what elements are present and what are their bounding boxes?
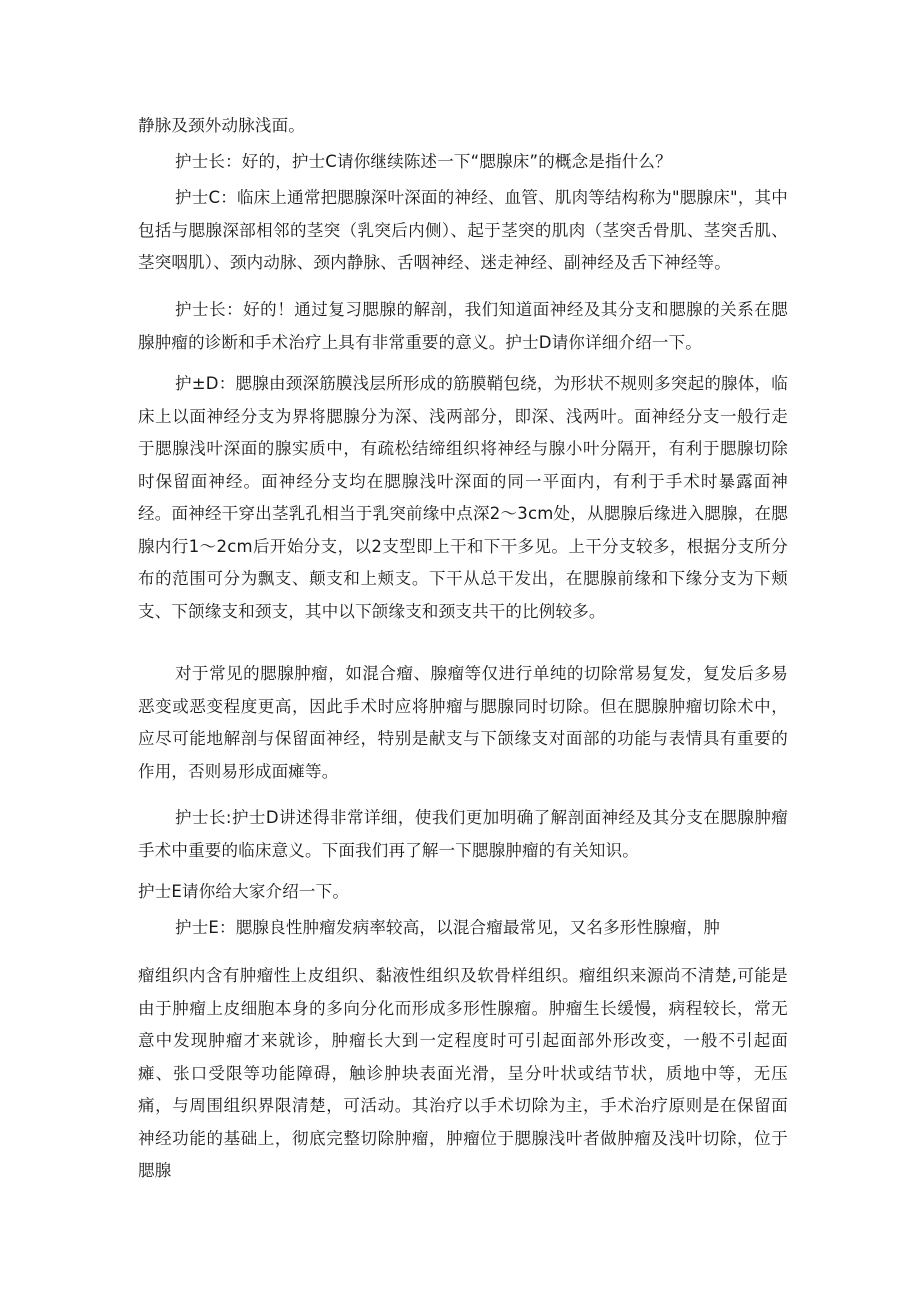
paragraph-8: 护士E请你给大家介绍一下。	[138, 882, 350, 901]
paragraph-1: 静脉及颈外动脉浅面。	[138, 116, 305, 135]
paragraph-6: 对于常见的腮腺肿瘤，如混合瘤、腺瘤等仅进行单纯的切除常易复发，复发后多易恶变或恶变程度更高，因此手术时应将肿瘤与腮腺同时切除。但在腮腺肿瘤切除术中，应尽可能地解剖与保留面神经，特别是献支与下颌缘支对面部的功能与表情具有重要的作用，否则易形成面瘫等。	[138, 664, 788, 781]
paragraph-5: 护±D：腮腺由颈深筋膜浅层所形成的筋膜鞘包绕，为形状不规则多突起的腺体，临床上以面神经分支为界将腮腺分为深、浅两部分，即深、浅两叶。面神经分支一般行走于腮腺浅叶深面的腺实质中，有疏松结缔组织将神经与腺小叶分隔开，有利于腮腺切除时保留面神经。面神经分支均在腮腺浅叶深面的同一平面内，有利于手术时暴露面神经。面神经干穿出茎乳孔相当于乳突前缘中点深2～3cm处，从腮腺后缘进入腮腺，在腮腺内行1～2cm后开始分支，以2支型即上干和下干多见。上干分支较多，根据分支所分布的范围可分为飘支、颠支和上颊支。下干从总干发出，在腮腺前缘和下缘分支为下颊支、下颌缘支和颈支，其中以下颌缘支和颈支共干的比例较多。	[138, 374, 788, 621]
paragraph-9: 护士E：腮腺良性肿瘤发病率较高，以混合瘤最常见，又名多形性腺瘤，肿	[175, 918, 721, 937]
paragraph-4: 护士长：好的！通过复习腮腺的解剖，我们知道面神经及其分支和腮腺的关系在腮腺肿瘤的诊断和手术治疗上具有非常重要的意义。护士D请你详细介绍一下。	[138, 300, 788, 352]
paragraph-2: 护士长：好的，护士C请你继续陈述一下“腮腺床”的概念是指什么？	[175, 152, 672, 171]
paragraph-7: 护士长:护士D讲述得非常详细，使我们更加明确了解剖面神经及其分支在腮腺肿瘤手术中重要的临床意义。下面我们再了解一下腮腺肿瘤的有关知识。	[138, 808, 788, 860]
paragraph-3: 护士C：临床上通常把腮腺深叶深面的神经、血管、肌肉等结构称为"腮腺床"，其中包括与腮腺深部相邻的茎突（乳突后内侧）、起于茎突的肌肉（茎突舌骨肌、茎突舌肌、茎突咽肌）、颈内动脉、颈内静脉、舌咽神经、迷走神经、副神经及舌下神经等。	[138, 188, 788, 272]
paragraph-10: 瘤组织内含有肿瘤性上皮组织、黏液性组织及软骨样组织。瘤组织来源尚不清楚,可能是由于肿瘤上皮细胞本身的多向分化而形成多形性腺瘤。肿瘤生长缓慢，病程较长，常无意中发现肿瘤才来就诊，肿瘤长大到一定程度时可引起面部外形改变，一般不引起面瘫、张口受限等功能障碍，触诊肿块表面光滑，呈分叶状或结节状，质地中等，无压痛，与周围组织界限清楚，可活动。其治疗以手术切除为主，手术治疗原则是在保留面神经功能的基础上，彻底完整切除肿瘤，肿瘤位于腮腺浅叶者做肿瘤及浅叶切除，位于腮腺	[138, 966, 788, 1180]
